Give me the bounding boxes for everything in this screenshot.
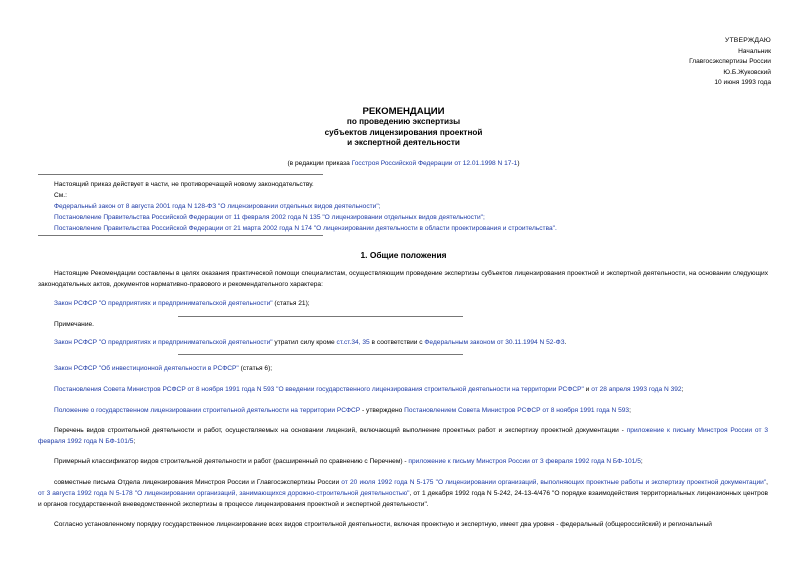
- classifier-paragraph: [38, 456, 768, 467]
- note-link-2[interactable]: Постановление Правительства Российской Федерации от 11 февраля 2002 года N 135 "О лицензировании отдельных видов деятельности";: [54, 214, 485, 221]
- law-1-link[interactable]: Закон РСФСР "О предприятиях и предпринимательской деятельности": [54, 300, 273, 307]
- classifier-link[interactable]: приложение к письму Минстроя России от 3 февраля 1992 года N БФ-101/5: [408, 458, 641, 465]
- decree-end: ;: [681, 386, 684, 393]
- regulation-link[interactable]: Положение о государственном лицензировании строительной деятельности на территории РСФСР: [54, 407, 361, 414]
- law-1-suffix: (статья 21);: [272, 300, 310, 307]
- note-link-3[interactable]: Постановление Правительства Российской Федерации от 21 марта 2002 года N 174 "О лицензировании деятельности в области проектирования и строительства".: [54, 225, 557, 232]
- note-block: [54, 179, 754, 234]
- joint-text-a: совместные письма Отдела лицензирования Минстроя России и Главгосэкспертизы России: [54, 479, 342, 486]
- joint-link-2[interactable]: от 3 августа 1992 года N 5-178 "О лицензировании организаций, занимающихся дорожно-строительной деятельностью": [38, 490, 410, 498]
- regulation-mid: - утверждено: [360, 407, 405, 414]
- remark-text-2: в соответствии с: [369, 339, 425, 346]
- approval-block: [689, 36, 771, 89]
- list-link[interactable]: приложение к письму Минстроя России от 3 февраля 1992 года N БФ-101/5: [38, 427, 768, 446]
- section-heading: 1. Общие положения: [360, 250, 447, 260]
- remark-end: .: [564, 339, 567, 346]
- decree-line: [54, 384, 683, 395]
- edition-prefix: (в редакции приказа: [287, 160, 352, 167]
- decree-link-1[interactable]: Постановления Совета Министров РСФСР от 8 ноября 1991 года N 593 "О введении государственного лицензирования строительной деятельности на территории РСФСР": [54, 386, 584, 393]
- regulation-end: ;: [629, 407, 631, 414]
- law-1-line: [54, 298, 310, 309]
- classifier-text: Примерный классификатор видов строительной деятельности и работ (расширенный по сравнению с Перечнем) -: [54, 458, 409, 465]
- intro-paragraph: Настоящие Рекомендации составлены в целях оказания практической помощи специалистам, осуществляющим проведение экспертизы субъектов лицензирования проектной и экспертной деятельности, на основании следующих законодательных актов, документов нормативно-правового и рекомендательного характера:: [38, 270, 768, 289]
- joint-text-c: , от 1 декабря 1992 года N 5-242, 24-13-4/476 "О порядке взаимодействия территориальных лицензионных центров и органов государственной вневедомственной экспертизы в процессе лицензирования проектной и экспертной деятельности".: [38, 490, 768, 509]
- classifier-end: ;: [640, 458, 643, 465]
- remark-articles-link[interactable]: ст.ст.34, 35: [336, 339, 370, 346]
- remark-top-divider: [178, 316, 463, 317]
- approval-organization: Главгосэкспертизы России: [689, 58, 771, 65]
- regulation-decree-link[interactable]: Постановлением Совета Министров РСФСР от 8 ноября 1991 года N 593: [404, 407, 630, 414]
- joint-link-1[interactable]: от 20 июля 1992 года N 5-175 "О лицензировании организаций, выполняющих проектные работы и экспертизу проектной документации": [341, 479, 767, 486]
- edition-link[interactable]: Госстроя Российской Федерации от 12.01.1998 N 17-1: [351, 160, 518, 167]
- document-title: [0, 107, 807, 148]
- title-line-4: и экспертной деятельности: [347, 137, 460, 147]
- edition-note: [0, 160, 807, 169]
- decree-mid: и: [583, 386, 592, 393]
- remark-federal-law-link[interactable]: Федеральным законом от 30.11.1994 N 52-ФЗ: [424, 339, 565, 346]
- law-2-line: [54, 363, 272, 374]
- title-line-3: субъектов лицензирования проектной: [324, 127, 483, 137]
- approval-position: Начальник: [738, 47, 771, 55]
- title-line-2: по проведению экспертизы: [346, 117, 461, 127]
- approval-heading: УТВЕРЖДАЮ: [724, 37, 771, 44]
- regulation-line: [54, 405, 631, 416]
- list-paragraph: [38, 425, 768, 447]
- edition-suffix: ): [517, 160, 520, 167]
- decree-link-2[interactable]: от 28 апреля 1993 года N 392: [591, 386, 682, 393]
- remark-text-1: утратил силу кроме: [272, 339, 337, 346]
- note-top-divider: [38, 174, 323, 175]
- licensing-paragraph: Согласно установленному порядку государственное лицензирование всех видов строительной деятельности, включая проектную и экспертную, имеет два уровня - федеральный (общероссийский) и региональный: [54, 521, 712, 528]
- approval-signatory: Ю.Б.Жуковский: [723, 68, 771, 76]
- note-see: См.:: [54, 192, 67, 199]
- note-text: Настоящий приказ действует в части, не противоречащей новому законодательству.: [54, 181, 314, 188]
- approval-date: 10 июня 1993 года: [714, 79, 771, 86]
- law-2-suffix: (статья 6);: [238, 365, 273, 372]
- title-main: РЕКОМЕНДАЦИИ: [362, 106, 445, 117]
- joint-text-b: ,: [766, 479, 768, 486]
- remark-law-link[interactable]: Закон РСФСР "О предприятиях и предпринимательской деятельности": [54, 339, 273, 346]
- note-link-1[interactable]: Федеральный закон от 8 августа 2001 года N 128-ФЗ "О лицензировании отдельных видов деятельности";: [54, 203, 381, 210]
- list-text: Перечень видов строительной деятельности и работ, осуществляемых на основании лицензий, включающий выполнение проектных работ и экспертизу проектной документации -: [54, 427, 627, 434]
- joint-letters-paragraph: [38, 477, 768, 511]
- remark-label: Примечание.: [54, 321, 94, 328]
- remark-bottom-divider: [178, 354, 463, 355]
- remark-line: [54, 337, 567, 348]
- note-bottom-divider: [38, 235, 323, 236]
- law-2-link[interactable]: Закон РСФСР "Об инвестиционной деятельности в РСФСР": [54, 365, 239, 372]
- list-end: ;: [133, 438, 136, 446]
